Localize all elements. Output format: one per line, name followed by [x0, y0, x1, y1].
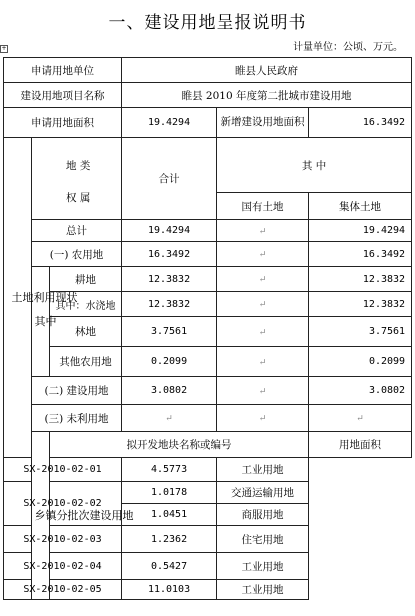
- parcel-id: SX-2010-02-03: [4, 526, 122, 553]
- row-state: [217, 242, 309, 267]
- parcel-use: 交通运输用地: [217, 482, 309, 504]
- applicant-value: 睢县人民政府: [122, 58, 412, 83]
- unit-note: 计量单位：公顷、万元。: [293, 42, 403, 53]
- return-mark-icon: ↵: [258, 414, 267, 424]
- project-value: 睢县 2010 年度第二批城市建设用地: [122, 83, 412, 108]
- table-row: [4, 267, 412, 292]
- table-row: [4, 220, 412, 242]
- table-row: [4, 377, 412, 405]
- parcel-use: 工业用地: [217, 580, 309, 600]
- parcel-area: 1.0178: [122, 482, 217, 504]
- row-label: (二) 建设用地: [32, 377, 122, 405]
- category-header: 地 类 权 属: [32, 138, 122, 220]
- row-total: 3.7561: [122, 317, 217, 347]
- row-state: [217, 347, 309, 377]
- parcel-row: [4, 526, 412, 553]
- row-label: 其他农用地: [50, 347, 122, 377]
- row-total: 16.3492: [122, 242, 217, 267]
- row-collective: [309, 405, 412, 432]
- table-row: [4, 242, 412, 267]
- state-land-header: 国有土地: [217, 193, 309, 220]
- parcel-area: 1.2362: [122, 526, 217, 553]
- table-row: [4, 405, 412, 432]
- applicant-label: 申请用地单位: [4, 58, 122, 83]
- collective-land-header: 集体土地: [309, 193, 412, 220]
- row-label: (一) 农用地: [32, 242, 122, 267]
- return-mark-icon: ↵: [258, 250, 267, 260]
- parcel-area: 0.5427: [122, 553, 217, 580]
- project-label: 建设用地项目名称: [4, 83, 122, 108]
- area-label: 申请用地面积: [4, 108, 122, 138]
- row-state: [217, 292, 309, 317]
- parcel-id: SX-2010-02-02: [4, 482, 122, 526]
- new-area-label: 新增建设用地面积: [217, 108, 309, 138]
- row-total: 0.2099: [122, 347, 217, 377]
- return-mark-icon: ↵: [258, 327, 267, 338]
- project-row: [4, 83, 412, 108]
- table-row: [4, 347, 412, 377]
- sub-group-label: 其中: [32, 267, 50, 377]
- parcel-row: [4, 553, 412, 580]
- table-row: [4, 317, 412, 347]
- of-which-header: 其 中: [217, 138, 412, 193]
- applicant-row: [4, 58, 412, 83]
- row-total: 19.4294: [122, 220, 217, 242]
- table-anchor-icon: +: [1, 45, 7, 52]
- parcel-row: [4, 580, 412, 600]
- return-mark-icon: ↵: [258, 386, 267, 397]
- row-state: [217, 220, 309, 242]
- section-label-batch: 乡镇分批次建设用地: [32, 432, 50, 600]
- parcel-area: 4.5773: [122, 458, 217, 482]
- parcel-header: 拟开发地块名称或编号: [50, 432, 309, 458]
- row-state: [217, 377, 309, 405]
- row-label: 其中：水浇地: [50, 292, 122, 317]
- row-total: [122, 405, 217, 432]
- row-collective: 3.7561: [309, 317, 412, 347]
- new-area-value: 16.3492: [309, 108, 412, 138]
- row-total: 12.3832: [122, 292, 217, 317]
- return-mark-icon: ↵: [165, 414, 173, 424]
- parcel-use: 住宅用地: [217, 526, 309, 553]
- land-use-table: [3, 57, 412, 600]
- return-mark-icon: ↵: [258, 357, 267, 368]
- row-state: [217, 267, 309, 292]
- parcel-id: SX-2010-02-05: [4, 580, 122, 600]
- row-collective: 0.2099: [309, 347, 412, 377]
- section-label-land-use: 土地利用现状: [4, 138, 32, 458]
- row-total: 12.3832: [122, 267, 217, 292]
- parcel-area: 11.0103: [122, 580, 217, 600]
- row-collective: 12.3832: [309, 292, 412, 317]
- parcel-header-row: [4, 432, 412, 458]
- parcel-id: SX-2010-02-04: [4, 553, 122, 580]
- land-use-header-row: [4, 138, 412, 193]
- row-collective: 19.4294: [309, 220, 412, 242]
- row-label: (三) 未利用地: [32, 405, 122, 432]
- row-state: [217, 317, 309, 347]
- parcel-id: SX-2010-02-01: [4, 458, 122, 482]
- row-label: 耕地: [50, 267, 122, 292]
- total-header: 合计: [122, 138, 217, 220]
- area-value: 19.4294: [122, 108, 217, 138]
- area-row: [4, 108, 412, 138]
- row-collective: 12.3832: [309, 267, 412, 292]
- document-title: 一、建设用地呈报说明书: [108, 13, 307, 33]
- area-header: 用地面积: [309, 432, 412, 458]
- row-total: 3.0802: [122, 377, 217, 405]
- return-mark-icon: ↵: [356, 414, 364, 424]
- row-state: [217, 405, 309, 432]
- return-mark-icon: ↵: [258, 275, 267, 285]
- parcel-area: 1.0451: [122, 504, 217, 526]
- row-label: 林地: [50, 317, 122, 347]
- parcel-use: 商服用地: [217, 504, 309, 526]
- parcel-row: [4, 482, 412, 504]
- parcel-row: [4, 458, 412, 482]
- parcel-use: 工业用地: [217, 458, 309, 482]
- row-collective: 16.3492: [309, 242, 412, 267]
- parcel-use: 工业用地: [217, 553, 309, 580]
- row-label: 总计: [32, 220, 122, 242]
- return-mark-icon: ↵: [258, 226, 267, 237]
- return-mark-icon: ↵: [258, 300, 267, 310]
- row-collective: 3.0802: [309, 377, 412, 405]
